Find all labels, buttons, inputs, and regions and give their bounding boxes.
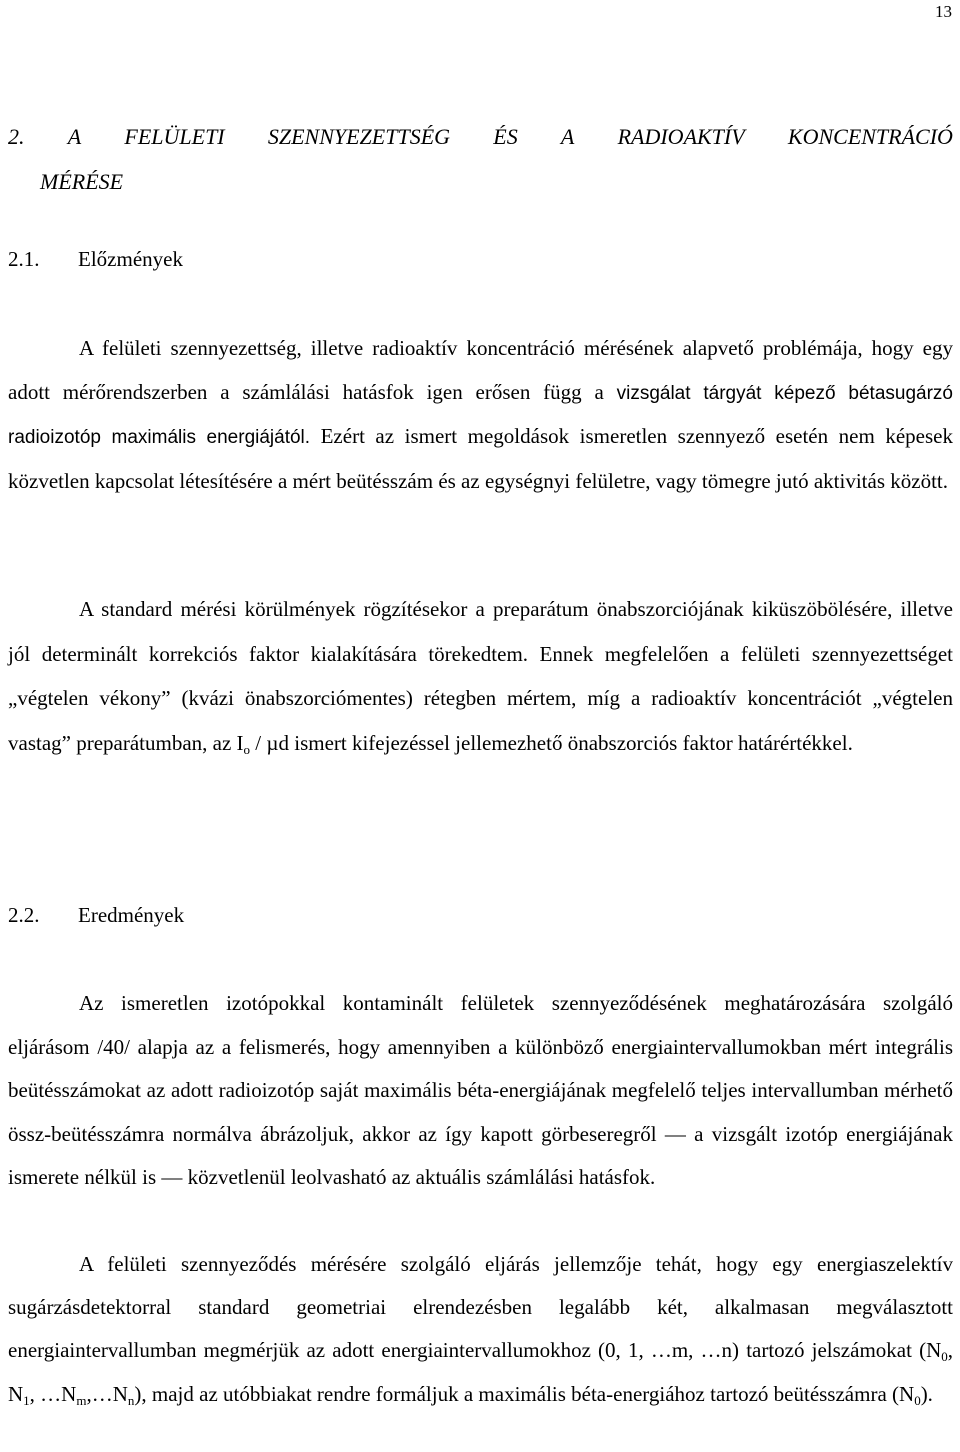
chapter-title-line1 bbox=[8, 114, 953, 159]
chapter-word: FELÜLETI bbox=[124, 124, 225, 149]
paragraph-text: ismert kifejezéssel jellemezhető önabszorciós faktor határértékkel. bbox=[288, 730, 853, 755]
paragraph-text: A standard mérési körülmények rögzítésekor a preparátum önabszorciójának kiküszöbölésére, illetve jól determinált korrekciós faktor kialakítására törekedtem. Ennek megfelelően a felületi szennyezettséget „végtelen vékony” (kvázi önabszorciómentes) rétegben mértem, míg a radioaktív koncentrációt „végtelen vastag” preparátumban, az I bbox=[8, 597, 953, 755]
paragraph-1 bbox=[8, 327, 953, 503]
formula-tail: / µd bbox=[250, 730, 289, 755]
paragraph-text: A felületi szennyeződés mérésére szolgáló eljárás jellemzője tehát, hogy egy energiaszelektív sugárzásdetektorral standard geometriai elrendezésben legalább két, alkalmasan megválasztott energiaintervallumban megmérjük az adott energiaintervallumokhoz (0, 1, …m, …n) tartozó jelszámokat (N bbox=[8, 1252, 953, 1363]
chapter-word: RADIOAKTÍV bbox=[617, 124, 745, 149]
chapter-word: A bbox=[67, 124, 82, 149]
paragraph-text: A felületi szennyezettség, illetve radioaktív koncentráció mérésének alapvető problémája, hogy egy adott mérőrendszerben a számlálási hatásfok igen erősen függ a bbox=[8, 336, 953, 404]
subscript: o bbox=[243, 741, 251, 757]
section-heading-2 bbox=[8, 903, 184, 928]
chapter-title-line2: MÉRÉSE bbox=[40, 169, 124, 194]
paragraph-text: ,…N bbox=[86, 1381, 128, 1406]
subscript: n bbox=[127, 1392, 135, 1408]
subscript: 0 bbox=[941, 1349, 948, 1365]
chapter-word: A bbox=[560, 124, 575, 149]
paragraph-text: ). bbox=[920, 1381, 933, 1406]
subscript: m bbox=[76, 1392, 87, 1408]
paragraph-3: Az ismeretlen izotópokkal kontaminált felületek szennyeződésének meghatározására szolgáló eljárásom /40/ alapja az a felismerés, hogy amennyiben a különböző energiaintervallumokban mért integrális beütésszámokat az adott radioizotóp saját maximális béta-energiájának megfelelő teljes intervallumban mérhető össz-beütésszámra normálva ábrázoljuk, akkor az így kapott görbeseregről — a vizsgált izotóp energiájának ismerete nélkül is — közvetlenül leolvasható az aktuális számlálási hatásfok. bbox=[8, 991, 953, 1189]
paragraph-text: , …N bbox=[29, 1381, 77, 1406]
paragraph-text: ), majd az utóbbiakat rendre formáljuk a maximális béta-energiához tartozó beütésszámra (N bbox=[134, 1381, 915, 1406]
paragraph-text: , N bbox=[8, 1338, 953, 1406]
section-title: Előzmények bbox=[78, 247, 183, 271]
chapter-word: ÉS bbox=[493, 124, 518, 149]
chapter-word: KONCENTRÁCIÓ bbox=[787, 124, 953, 149]
section-number: 2.2. bbox=[8, 903, 40, 927]
section-heading-1 bbox=[8, 247, 183, 272]
subscript: 0 bbox=[914, 1392, 921, 1408]
paragraph-text-sans: vizsgálat tárgyát képező bétasugárzó radioizotóp maximális energiájától. bbox=[8, 382, 953, 448]
chapter-word: SZENNYEZETTSÉG bbox=[267, 124, 451, 149]
chapter-title bbox=[8, 114, 953, 204]
page-number: 13 bbox=[935, 2, 952, 21]
paragraph-text: Ezért az ismert megoldások ismeretlen szennyező esetén nem képesek közvetlen kapcsolat létesítésére a mért beütésszám és az egységnyi felületre, vagy tömegre jutó aktivitás között. bbox=[8, 424, 953, 493]
subscript: 1 bbox=[23, 1392, 30, 1408]
chapter-number: 2. bbox=[8, 124, 25, 149]
paragraph-2 bbox=[8, 587, 953, 765]
section-number: 2.1. bbox=[8, 247, 40, 271]
section-title: Eredmények bbox=[78, 903, 185, 927]
paragraph-4 bbox=[8, 1243, 953, 1416]
